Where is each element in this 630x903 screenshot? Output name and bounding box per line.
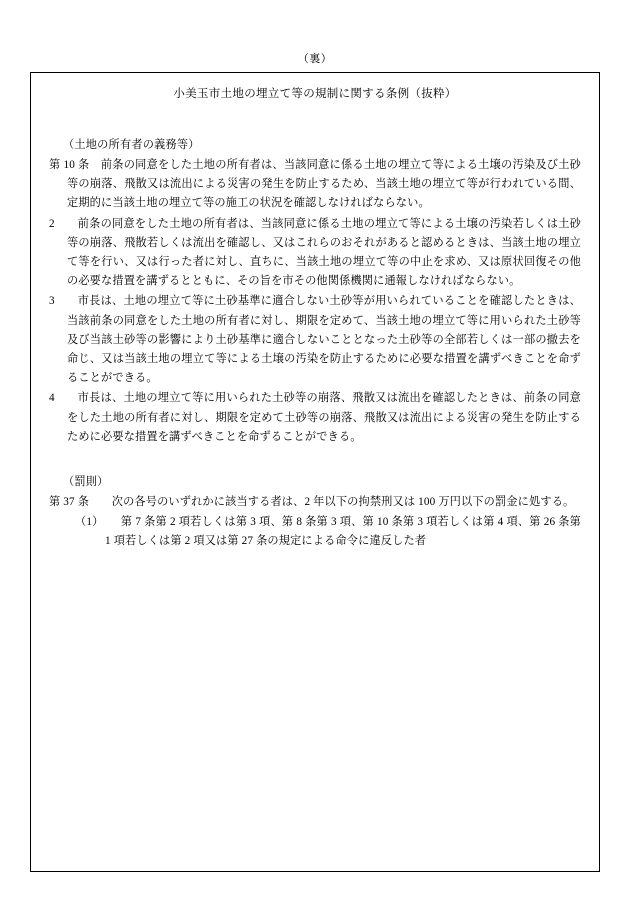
document-title: 小美玉市土地の埋立て等の規制に関する条例（抜粋）: [173, 88, 457, 100]
section-penalties: [49, 473, 581, 552]
article-paragraph: 3 市長は、土地の埋立て等に土砂基準に適合しない土砂等が用いられていることを確認したときは、当該前条の同意をした土地の所有者に対し、期限を定めて、当該土地の埋立て等に用いられた土砂等及び当該土砂等の影響により土砂基準に適合しないこととなった土砂等の全部若しくは一部の撤去を命じ、又は当該土地の埋立て等による土壌の汚染を防止するために必要な措置を講ずべきことを命ずることができる。: [49, 295, 581, 385]
ordinance-excerpt-box: [30, 72, 600, 872]
article-paragraph: 第 10 条 前条の同意をした土地の所有者は、当該同意に係る土地の埋立て等による土壌の汚染及び土砂等の崩落、飛散又は流出による災害の発生を防止するため、当該土地の埋立て等が行われている間、定期的に当該土地の埋立て等の施工の状況を確認しなければならない。: [49, 159, 581, 210]
article-paragraph: 2 前条の同意をした土地の所有者は、当該同意に係る土地の埋立て等による土壌の汚染若しくは土砂等の崩落、飛散若しくは流出を確認し、又はこれらのおそれがあると認めるときは、当該土地の埋立て等を行い、又は行った者に対し、直ちに、当該土地の埋立て等の中止を求め、又は原状回復その他の必要な措置を講ずるとともに、その旨を市その他関係機関に通報しなければならない。: [49, 217, 581, 288]
list-item: （1） 第 7 条第 2 項若しくは第 3 項、第 8 条第 3 項、第 10 条第 3 項若しくは第 4 項、第 26 条第 1 項若しくは第 2 項又は第 27 条の規定による命令に違反した者: [75, 516, 581, 548]
section-obligations: [49, 136, 581, 447]
section-heading-penalties: （罰則）: [63, 476, 109, 489]
spacer: [49, 117, 581, 126]
article-paragraph: 第 37 条 次の各号のいずれかに該当する者は、2 年以下の拘禁刑又は 100 万円以下の罰金に処する。: [49, 496, 575, 509]
spacer: [49, 448, 581, 463]
page-marker: （裏）: [297, 53, 333, 65]
section-heading-obligations: （土地の所有者の義務等）: [63, 139, 200, 151]
article-paragraph: 4 市長は、土地の埋立て等に用いられた土砂等の崩落、飛散又は流出を確認したときは、前条の同意をした土地の所有者に対し、期限を定めて土砂等の崩落、飛散又は流出による災害の発生を防止するために必要な措置を講ずべきことを命ずることができる。: [49, 392, 581, 443]
